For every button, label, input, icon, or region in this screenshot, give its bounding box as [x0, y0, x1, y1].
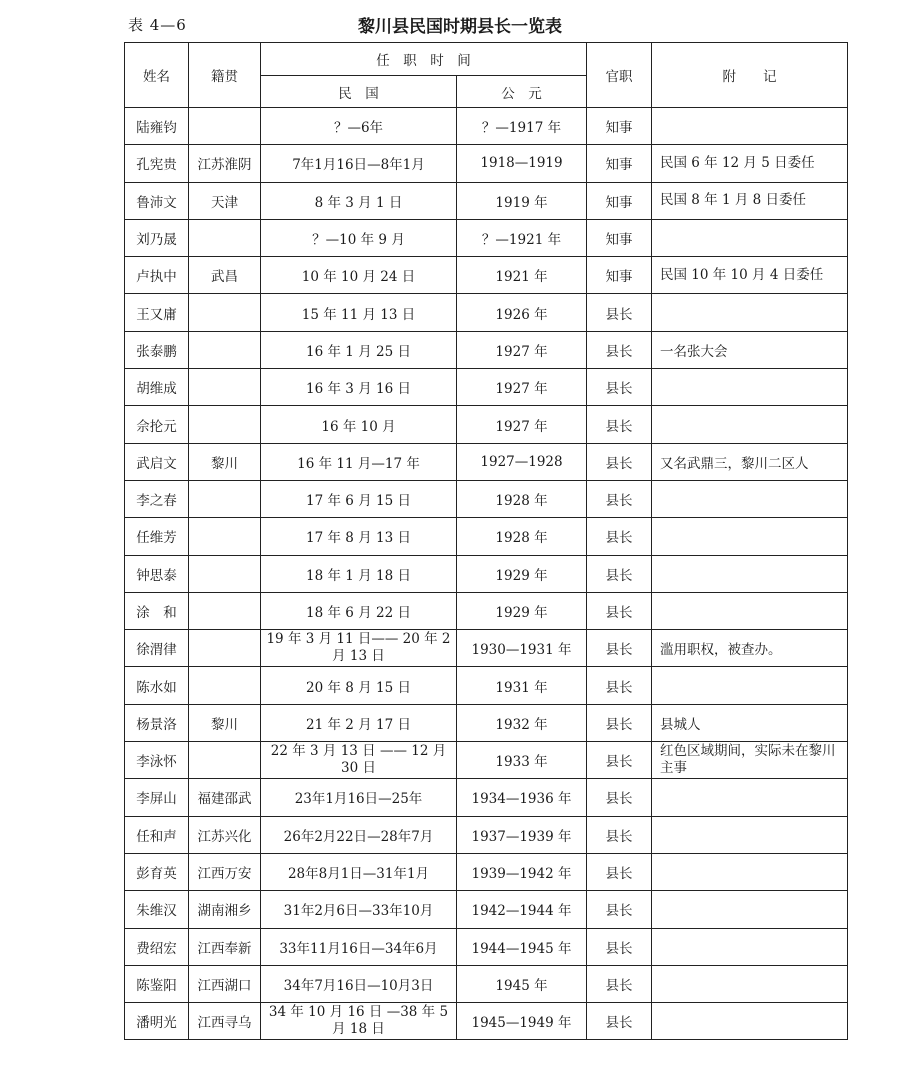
cell-post: 县长	[587, 406, 652, 443]
table-row	[125, 928, 848, 965]
table-row	[125, 630, 848, 667]
cell-ad-date: ？—1921 年	[457, 219, 587, 256]
cell-native-place	[189, 480, 261, 517]
table-row	[125, 1003, 848, 1040]
cell-ad-date: 1927 年	[457, 369, 587, 406]
cell-minguo-date: 16 年 3 月 16 日	[261, 369, 457, 406]
table-row	[125, 219, 848, 256]
cell-native-place: 江苏淮阴	[189, 145, 261, 182]
cell-note: 一名张大会	[652, 331, 848, 368]
cell-post: 知事	[587, 257, 652, 294]
cell-native-place	[189, 630, 261, 667]
cell-ad-date: 1927 年	[457, 331, 587, 368]
cell-name: 胡维成	[125, 369, 189, 406]
cell-native-place	[189, 108, 261, 145]
cell-name: 张泰鹏	[125, 331, 189, 368]
cell-minguo-date: 23年1月16日—25年	[261, 779, 457, 816]
table-row	[125, 555, 848, 592]
cell-post: 县长	[587, 779, 652, 816]
cell-name: 杨景洛	[125, 704, 189, 741]
cell-minguo-date: 20 年 8 月 15 日	[261, 667, 457, 704]
table-row	[125, 406, 848, 443]
cell-note	[652, 108, 848, 145]
cell-native-place: 江西寻乌	[189, 1003, 261, 1040]
cell-ad-date: 1933 年	[457, 742, 587, 779]
cell-post: 县长	[587, 742, 652, 779]
cell-native-place	[189, 294, 261, 331]
cell-post: 县长	[587, 704, 652, 741]
cell-name: 王又庸	[125, 294, 189, 331]
cell-minguo-date: 21 年 2 月 17 日	[261, 704, 457, 741]
cell-note	[652, 1003, 848, 1040]
cell-native-place	[189, 592, 261, 629]
table-row	[125, 480, 848, 517]
cell-name: 李泳怀	[125, 742, 189, 779]
cell-name: 佘抡元	[125, 406, 189, 443]
cell-note	[652, 406, 848, 443]
cell-ad-date: 1919 年	[457, 182, 587, 219]
cell-minguo-date: 17 年 8 月 13 日	[261, 518, 457, 555]
table-row	[125, 891, 848, 928]
cell-ad-date: 1929 年	[457, 592, 587, 629]
magistrate-table	[124, 42, 848, 1040]
table-row	[125, 294, 848, 331]
cell-native-place	[189, 219, 261, 256]
cell-name: 朱维汉	[125, 891, 189, 928]
cell-post: 县长	[587, 369, 652, 406]
cell-ad-date: 1932 年	[457, 704, 587, 741]
cell-minguo-date: 16 年 10 月	[261, 406, 457, 443]
cell-ad-date: 1945 年	[457, 965, 587, 1002]
table-row	[125, 704, 848, 741]
table-body	[125, 108, 848, 1040]
cell-minguo-date: 17 年 6 月 15 日	[261, 480, 457, 517]
cell-minguo-date: 22 年 3 月 13 日 —— 12 月 30 日	[261, 742, 457, 779]
cell-post: 县长	[587, 331, 652, 368]
cell-note	[652, 816, 848, 853]
cell-post: 知事	[587, 108, 652, 145]
cell-minguo-date: 34年7月16日—10月3日	[261, 965, 457, 1002]
cell-note: 红色区域期间，实际未在黎川主事	[652, 742, 848, 779]
cell-ad-date: 1939—1942 年	[457, 853, 587, 890]
cell-note	[652, 369, 848, 406]
cell-post: 知事	[587, 219, 652, 256]
cell-post: 县长	[587, 853, 652, 890]
cell-minguo-date: 28年8月1日—31年1月	[261, 853, 457, 890]
cell-note	[652, 965, 848, 1002]
cell-ad-date: 1931 年	[457, 667, 587, 704]
cell-post: 县长	[587, 965, 652, 1002]
cell-name: 彭育英	[125, 853, 189, 890]
cell-ad-date: 1937—1939 年	[457, 816, 587, 853]
cell-note: 又名武鼎三，黎川二区人	[652, 443, 848, 480]
cell-minguo-date: 10 年 10 月 24 日	[261, 257, 457, 294]
cell-post: 县长	[587, 1003, 652, 1040]
cell-native-place: 武昌	[189, 257, 261, 294]
cell-native-place	[189, 667, 261, 704]
cell-post: 县长	[587, 891, 652, 928]
header-gongyuan: 公 元	[457, 76, 587, 108]
cell-name: 陈鉴阳	[125, 965, 189, 1002]
cell-note	[652, 928, 848, 965]
cell-note: 县城人	[652, 704, 848, 741]
cell-native-place	[189, 369, 261, 406]
cell-name: 任和声	[125, 816, 189, 853]
table-row	[125, 816, 848, 853]
cell-ad-date: 1927—1928	[457, 443, 587, 480]
cell-native-place: 江苏兴化	[189, 816, 261, 853]
cell-native-place	[189, 406, 261, 443]
header-name: 姓名	[125, 43, 189, 108]
table-row	[125, 108, 848, 145]
cell-minguo-date: 18 年 6 月 22 日	[261, 592, 457, 629]
cell-ad-date: 1918—1919	[457, 145, 587, 182]
cell-name: 徐渭律	[125, 630, 189, 667]
cell-native-place: 江西万安	[189, 853, 261, 890]
cell-post: 县长	[587, 816, 652, 853]
cell-note	[652, 555, 848, 592]
cell-note	[652, 592, 848, 629]
cell-minguo-date: 18 年 1 月 18 日	[261, 555, 457, 592]
header-tenure: 任 职 时 间	[261, 43, 587, 76]
cell-native-place: 江西奉新	[189, 928, 261, 965]
table-row	[125, 145, 848, 182]
cell-ad-date: 1921 年	[457, 257, 587, 294]
cell-note: 民国 8 年 1 月 8 日委任	[652, 182, 848, 219]
cell-post: 县长	[587, 667, 652, 704]
cell-post: 知事	[587, 145, 652, 182]
table-row	[125, 742, 848, 779]
cell-name: 卢执中	[125, 257, 189, 294]
table-row	[125, 853, 848, 890]
cell-native-place: 天津	[189, 182, 261, 219]
cell-ad-date: 1929 年	[457, 555, 587, 592]
cell-note	[652, 853, 848, 890]
cell-note	[652, 480, 848, 517]
cell-native-place: 黎川	[189, 443, 261, 480]
cell-ad-date: ？—1917 年	[457, 108, 587, 145]
cell-name: 李之春	[125, 480, 189, 517]
cell-note: 滥用职权，被查办。	[652, 630, 848, 667]
cell-note: 民国 6 年 12 月 5 日委任	[652, 145, 848, 182]
cell-post: 县长	[587, 555, 652, 592]
cell-name: 武启文	[125, 443, 189, 480]
table-row	[125, 369, 848, 406]
cell-note	[652, 518, 848, 555]
cell-post: 县长	[587, 518, 652, 555]
cell-minguo-date: 7年1月16日—8年1月	[261, 145, 457, 182]
cell-ad-date: 1928 年	[457, 518, 587, 555]
cell-native-place: 江西湖口	[189, 965, 261, 1002]
cell-name: 涂 和	[125, 592, 189, 629]
cell-name: 潘明光	[125, 1003, 189, 1040]
cell-note	[652, 891, 848, 928]
cell-minguo-date: 33年11月16日—34年6月	[261, 928, 457, 965]
cell-note	[652, 779, 848, 816]
cell-minguo-date: 16 年 1 月 25 日	[261, 331, 457, 368]
cell-native-place	[189, 331, 261, 368]
cell-native-place: 福建邵武	[189, 779, 261, 816]
cell-name: 任维芳	[125, 518, 189, 555]
table-row	[125, 257, 848, 294]
cell-native-place	[189, 555, 261, 592]
cell-ad-date: 1934—1936 年	[457, 779, 587, 816]
cell-name: 陆雍钧	[125, 108, 189, 145]
table-row	[125, 965, 848, 1002]
cell-ad-date: 1927 年	[457, 406, 587, 443]
table-row	[125, 443, 848, 480]
cell-minguo-date: 31年2月6日—33年10月	[261, 891, 457, 928]
cell-ad-date: 1928 年	[457, 480, 587, 517]
cell-note	[652, 219, 848, 256]
cell-post: 县长	[587, 630, 652, 667]
table-title: 黎川县民国时期县长一览表	[358, 17, 562, 37]
cell-native-place: 湖南湘乡	[189, 891, 261, 928]
cell-minguo-date: 34 年 10 月 16 日 —38 年 5 月 18 日	[261, 1003, 457, 1040]
table-row	[125, 518, 848, 555]
cell-minguo-date: 15 年 11 月 13 日	[261, 294, 457, 331]
cell-ad-date: 1942—1944 年	[457, 891, 587, 928]
cell-post: 县长	[587, 294, 652, 331]
cell-ad-date: 1944—1945 年	[457, 928, 587, 965]
cell-minguo-date: 26年2月22日—28年7月	[261, 816, 457, 853]
cell-post: 县长	[587, 480, 652, 517]
cell-ad-date: 1945—1949 年	[457, 1003, 587, 1040]
cell-post: 县长	[587, 443, 652, 480]
table-row	[125, 331, 848, 368]
cell-name: 孔宪贵	[125, 145, 189, 182]
cell-native-place	[189, 742, 261, 779]
cell-native-place: 黎川	[189, 704, 261, 741]
cell-ad-date: 1930—1931 年	[457, 630, 587, 667]
header-native-place: 籍贯	[189, 43, 261, 108]
table-row	[125, 182, 848, 219]
table-row	[125, 667, 848, 704]
cell-ad-date: 1926 年	[457, 294, 587, 331]
cell-name: 费绍宏	[125, 928, 189, 965]
table-number: 表 4—6	[128, 16, 187, 34]
cell-note	[652, 667, 848, 704]
cell-note	[652, 294, 848, 331]
cell-name: 刘乃晟	[125, 219, 189, 256]
cell-note: 民国 10 年 10 月 4 日委任	[652, 257, 848, 294]
table-row	[125, 592, 848, 629]
cell-native-place	[189, 518, 261, 555]
cell-minguo-date: 19 年 3 月 11 日—— 20 年 2 月 13 日	[261, 630, 457, 667]
header-post: 官职	[587, 43, 652, 108]
cell-post: 县长	[587, 592, 652, 629]
header-note: 附 记	[652, 43, 848, 108]
cell-post: 知事	[587, 182, 652, 219]
cell-name: 鲁沛文	[125, 182, 189, 219]
cell-minguo-date: ？—6年	[261, 108, 457, 145]
cell-name: 陈水如	[125, 667, 189, 704]
table-row	[125, 779, 848, 816]
cell-minguo-date: 16 年 11 月—17 年	[261, 443, 457, 480]
cell-minguo-date: 8 年 3 月 1 日	[261, 182, 457, 219]
cell-post: 县长	[587, 928, 652, 965]
cell-minguo-date: ？—10 年 9 月	[261, 219, 457, 256]
cell-name: 李屏山	[125, 779, 189, 816]
table-caption	[0, 8, 900, 40]
cell-name: 钟思泰	[125, 555, 189, 592]
header-minguo: 民 国	[261, 76, 457, 108]
